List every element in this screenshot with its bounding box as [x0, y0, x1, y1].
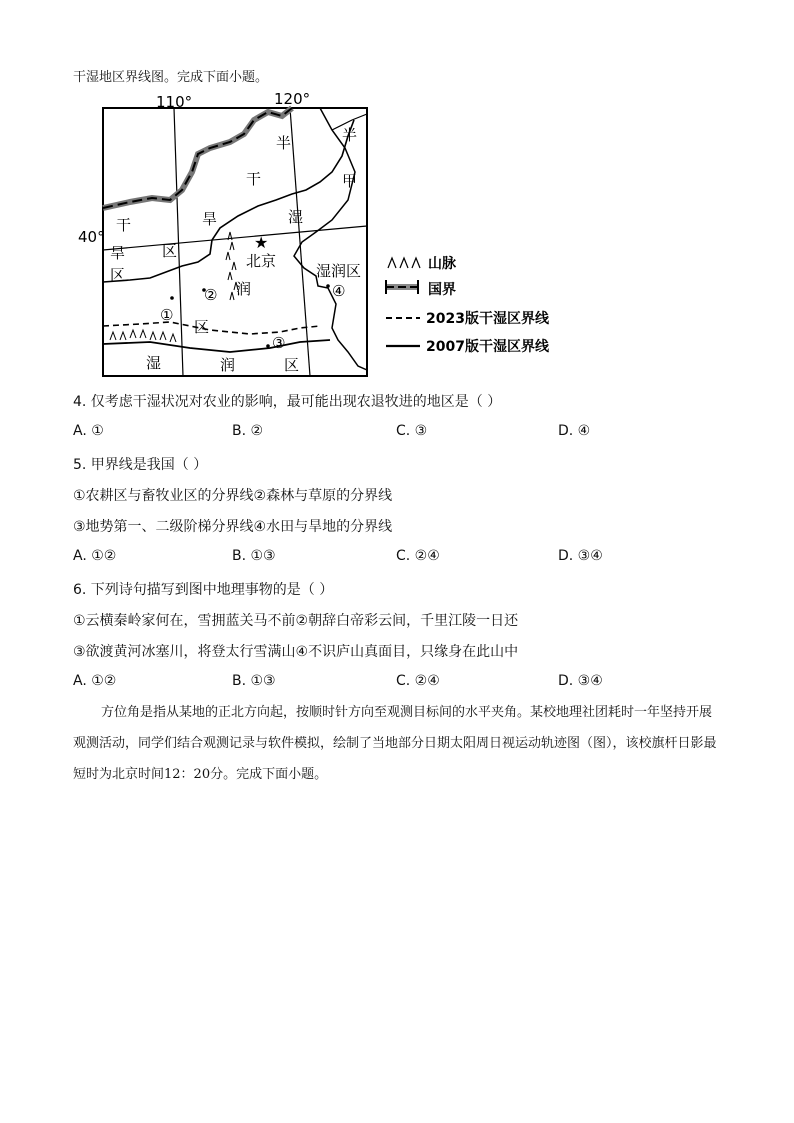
- point-1: ①: [160, 306, 174, 324]
- city-label-beijing: 北京: [246, 252, 277, 270]
- q5-option-c[interactable]: C. ②④: [396, 548, 440, 564]
- intro-line: 干湿地区界线图。完成下面小题。: [73, 70, 269, 85]
- legend-2007-line: 2007版干湿区界线: [426, 339, 549, 355]
- legend-mountain: 山脉: [428, 256, 456, 272]
- border-legend-icon: [386, 280, 418, 294]
- q5-statement-line-1: ①农耕区与畜牧业区的分界线②森林与草原的分界线: [73, 488, 393, 504]
- map-frame: [103, 108, 367, 376]
- boundary-2023-line: [103, 322, 320, 334]
- region-char: 半: [276, 134, 292, 152]
- region-char: 区: [194, 318, 210, 336]
- q6-statement-line-1: ①云横秦岭家何在，雪拥蓝关马不前②朝辞白帝彩云间，千里江陵一日还: [73, 613, 519, 629]
- q6-option-b[interactable]: B. ①③: [232, 673, 276, 689]
- q6-statement-line-2: ③欲渡黄河冰塞川，将登太行雪满山④不识庐山真面目，只缘身在此山中: [73, 644, 519, 660]
- q4-option-b[interactable]: B. ②: [232, 423, 264, 439]
- region-char: 干: [116, 216, 132, 234]
- legend-border: 国界: [428, 282, 456, 298]
- region-char: 旱: [202, 210, 218, 228]
- region-char: 湿: [288, 208, 304, 226]
- region-char: 湿: [146, 354, 162, 372]
- boundary-2007-line: [103, 340, 330, 352]
- region-char: 区: [284, 356, 300, 374]
- legend-2023-line: 2023版干湿区界线: [426, 311, 549, 327]
- lon-label-120: 120°: [274, 90, 311, 108]
- map-legend: [386, 256, 550, 355]
- dry-wet-boundary-map: [70, 90, 570, 382]
- q4-option-a[interactable]: A. ①: [73, 423, 104, 439]
- point-3: ③: [272, 334, 286, 352]
- point-2: ②: [204, 286, 218, 304]
- beijing-star-icon: ★: [254, 233, 269, 252]
- lon-label-110: 110°: [156, 93, 193, 111]
- mountain-legend-icon: [388, 258, 420, 268]
- q4-option-d[interactable]: D. ④: [558, 423, 591, 439]
- region-char: 甲: [342, 172, 358, 190]
- region-char: 旱: [110, 244, 126, 262]
- lat-label-40: 40°: [78, 228, 105, 246]
- q6-option-c[interactable]: C. ②④: [396, 673, 440, 689]
- meridian-120: [290, 108, 310, 376]
- national-border: [103, 108, 292, 208]
- azimuth-paragraph: 方位角是指从某地的正北方向起，按顺时针方向至观测目标间的水平夹角。某校地理社团耗时一年坚持开展观测活动，同学们结合观测记录与软件模拟，绘制了当地部分日期太阳周日视运动轨迹图（图），该校旗杆日影最短时为北京时间12：20分。完成下面小题。: [73, 705, 717, 782]
- q5-statement-line-2: ③地势第一、二级阶梯分界线④水田与旱地的分界线: [73, 519, 393, 535]
- region-char: 区: [110, 266, 126, 284]
- q6-option-a[interactable]: A. ①②: [73, 673, 117, 689]
- coastline: [294, 108, 367, 370]
- point-4: ④: [332, 282, 346, 300]
- q6-option-d[interactable]: D. ③④: [558, 673, 603, 689]
- question-4-stem: 4. 仅考虑干湿状况对农业的影响，最可能出现农退牧进的地区是（ ）: [73, 394, 502, 410]
- east-region-label: 湿润区: [316, 262, 362, 280]
- question-6-stem: 6. 下列诗句描写到图中地理事物的是（ ）: [73, 582, 334, 598]
- region-char: 区: [162, 242, 178, 260]
- question-5-stem: 5. 甲界线是我国（ ）: [73, 457, 208, 473]
- region-char: 润: [220, 356, 236, 374]
- q5-option-b[interactable]: B. ①③: [232, 548, 276, 564]
- q4-option-c[interactable]: C. ③: [396, 423, 428, 439]
- parallel-40: [103, 226, 367, 250]
- q5-option-d[interactable]: D. ③④: [558, 548, 603, 564]
- region-char: 干: [246, 170, 262, 188]
- region-char: 半: [342, 126, 358, 144]
- region-char: 润: [236, 280, 252, 298]
- q5-option-a[interactable]: A. ①②: [73, 548, 117, 564]
